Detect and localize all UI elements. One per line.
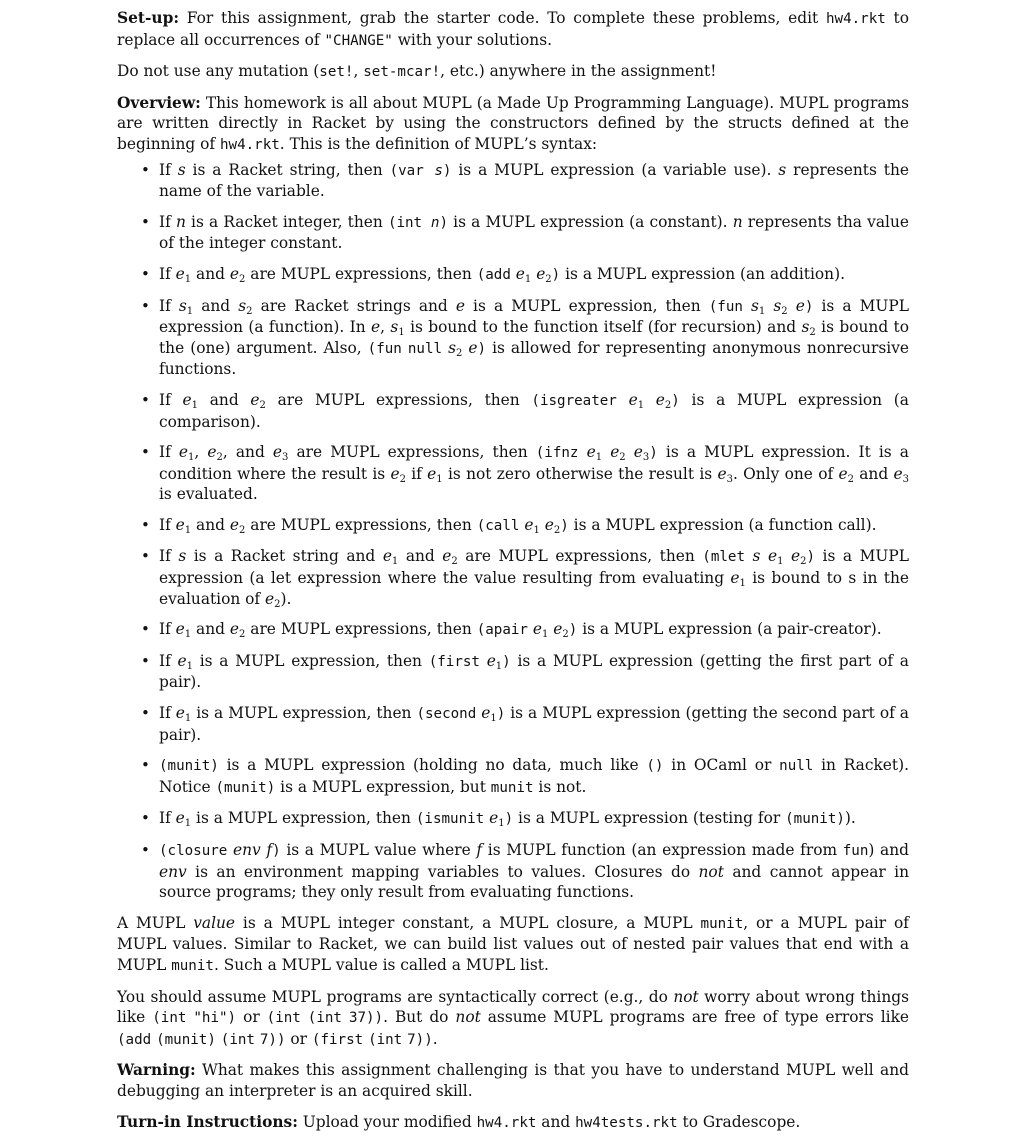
assumption-paragraph: You should assume MUPL programs are syntactically correct (e.g., do not worry about wrong things like (int "hi") or (int (int 37)). But do not assume MUPL programs are free of type errors like (add (munit) (int 7)) or (first (int 7)). <box>117 987 909 1048</box>
value-paragraph: A MUPL value is a MUPL integer constant, a MUPL closure, a MUPL munit, or a MUPL pair of MUPL values. Similar to Racket, we can build list values out of nested pair values that end with a MUPL munit. Such a MUPL value is called a MUPL list. <box>117 913 909 974</box>
setup-heading: Set-up: <box>117 9 180 27</box>
list-item: • If $s_1$ and $s_2$ are Racket strings and e is a MUPL expression, then (fun $s_1$ $s_2$ e) is a MUPL expression (a function). In e, $s_1$ is bound to the function itself (for recursion) and $s_2$ is bound to the (one) argument. Also, (fun null $s_2$ e) is allowed for representing anonymous nonrecursive functions. <box>117 296 909 380</box>
list-item: • If s is a Racket string and $e_1$ and $e_2$ are MUPL expressions, then (mlet s $e_1$ $e_2$) is a MUPL expression (a let expression where the value resulting from evaluating $e_1$ is bound to s in the evaluation of $e_2$). <box>117 546 909 609</box>
list-item: • If $e_1$ and $e_2$ are MUPL expressions, then (apair $e_1$ $e_2$) is a MUPL expression (a pair-creator). <box>117 619 909 641</box>
overview-heading: Overview: <box>117 93 201 112</box>
turnin-paragraph: Turn-in Instructions: Upload your modified hw4.rkt and hw4tests.rkt to Gradescope. <box>117 1112 801 1131</box>
file-name: hw4.rkt <box>826 11 886 27</box>
turnin-heading: Turn-in Instructions: <box>117 1112 298 1131</box>
list-item: • If $e_1$ is a MUPL expression, then (ismunit $e_1$) is a MUPL expression (testing for (munit)). <box>117 808 909 830</box>
list-item: • If n is a Racket integer, then (int n) is a MUPL expression (a constant). n represents tha value of the integer constant. <box>117 212 909 254</box>
syntax-list <box>117 160 909 903</box>
list-item: • If $e_1$ and $e_2$ are MUPL expressions, then (add $e_1$ $e_2$) is a MUPL expression (an addition). <box>117 264 909 286</box>
file-name: hw4tests.rkt <box>575 1114 678 1131</box>
file-name: hw4.rkt <box>476 1114 537 1131</box>
list-item: • If $e_1$ is a MUPL expression, then (first $e_1$) is a MUPL expression (getting the first part of a pair). <box>117 651 909 693</box>
setup-paragraph: Set-up: For this assignment, grab the starter code. To complete these problems, edit hw4.rkt to replace all occurrences of "CHANGE" with your solutions. <box>117 9 909 49</box>
assignment-document <box>117 8 909 1143</box>
list-item: • If $e_1$ and $e_2$ are MUPL expressions, then (call $e_1$ $e_2$) is a MUPL expression (a function call). <box>117 515 909 537</box>
list-item: • (munit) is a MUPL expression (holding no data, much like () in OCaml or null in Racket). Notice (munit) is a MUPL expression, but munit is not. <box>117 755 909 798</box>
list-item: • If $e_1$ and $e_2$ are MUPL expressions, then (isgreater $e_1$ $e_2$) is a MUPL expression (a comparison). <box>117 390 909 432</box>
warning-paragraph: Warning: What makes this assignment challenging is that you have to understand MUPL well and debugging an interpreter is an acquired skill. <box>117 1061 910 1100</box>
mutation-paragraph: Do not use any mutation (set!, set-mcar!, etc.) anywhere in the assignment! <box>117 62 717 81</box>
list-item: • If $e_1$ is a MUPL expression, then (second $e_1$) is a MUPL expression (getting the second part of a pair). <box>117 703 909 745</box>
warning-heading: Warning: <box>117 1061 196 1080</box>
change-literal: "CHANGE" <box>324 32 393 49</box>
list-item: • If s is a Racket string, then (var s) is a MUPL expression (a variable use). s represents the name of the variable. <box>117 160 909 202</box>
overview-paragraph: Overview: This homework is all about MUPL (a Made Up Programming Language). MUPL programs are written directly in Racket by using the constructors defined by the structs defined at the beginning of hw4.rkt. This is the definition of MUPL’s syntax: <box>117 93 909 153</box>
list-item: • (closure env f) is a MUPL value where f is MUPL function (an expression made from fun) and env is an environment mapping variables to values. Closures do not and cannot appear in source programs; they only result from evaluating functions. <box>117 840 909 903</box>
list-item: • If $e_1$, $e_2$, and $e_3$ are MUPL expressions, then (ifnz $e_1$ $e_2$ $e_3$) is a MUPL expression. It is a condition where the result is $e_2$ if $e_1$ is not zero otherwise the result is $e_3$. Only one of $e_2$ and $e_3$ is evaluated. <box>117 442 909 505</box>
